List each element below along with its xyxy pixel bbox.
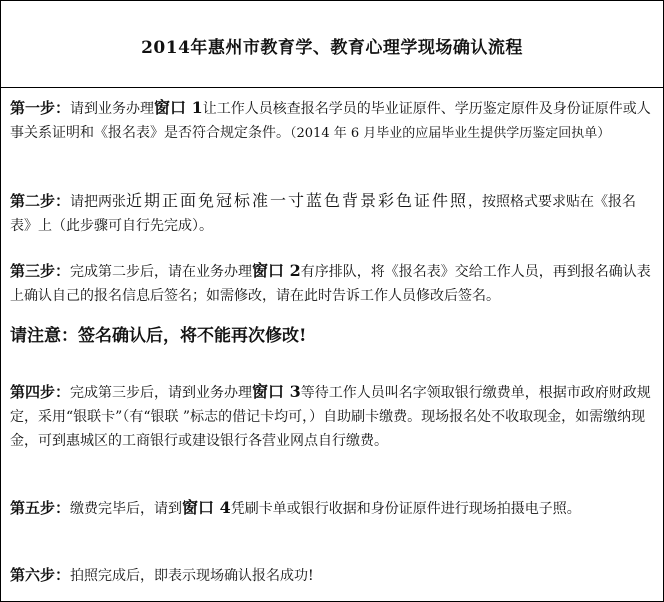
step-4-text-a: 完成第三步后，请到业务办理: [70, 385, 253, 401]
step-3-label: 第三步：: [10, 262, 71, 280]
step-3-text-b: 有序排队，将《报名表》交给工作人员，再到报名确认表上确认自己的报名信息后签名；如需修改，请在此时告诉工作人员修改后签名。: [10, 264, 651, 304]
step-1-paragraph: [10, 96, 656, 146]
step-3-text-a: 完成第二步后，请在业务办理: [70, 264, 253, 280]
step-3-paragraph: [10, 259, 656, 308]
step-1-text-a: 请到业务办理: [70, 101, 155, 117]
step-5-label: 第五步：: [10, 499, 71, 517]
page-title: 2014年惠州市教育学、教育心理学现场确认流程: [141, 38, 523, 58]
step-1-note: （2014 年 6 月毕业的应届毕业生提供学历鉴定回执单）: [290, 126, 611, 141]
step-5-text-b: 凭刷卡单或银行收据和身份证原件进行现场拍摄电子照。: [230, 501, 581, 517]
step-6-text-a: 拍照完成后，即表示现场确认报名成功!: [70, 568, 314, 584]
step-4-window: 窗口 3: [252, 382, 301, 401]
step-1-text-b: 让工作人员核查报名学员的毕业证原件、学历鉴定原件及身份证原件或人事关系证明和《报名表》是否符合规定条件。: [10, 101, 651, 141]
step-5-window: 窗口 4: [182, 498, 231, 517]
step-2-text-a: 请把两张: [70, 194, 127, 210]
step-1-window: 窗口 1: [154, 98, 203, 117]
step-5-paragraph: [10, 496, 656, 521]
step-4-text-b: 等待工作人员叫名字领取银行缴费单，根据市政府财政规定，采用“银联卡”（有“银联 ”标志的借记卡均可，）自助刷卡缴费。现场报名处不收取现金，如需缴纳现金，可到惠城区的工商银行或建设银行各营业网点自行缴费。: [10, 385, 651, 449]
signature-notice: 请注意：签名确认后，将不能再次修改!: [10, 326, 307, 346]
step-2-paragraph: [10, 189, 656, 238]
step-4-label: 第四步：: [10, 383, 71, 401]
step-6-paragraph: [10, 563, 656, 588]
step-1-label: 第一步：: [10, 99, 71, 117]
step-3-window: 窗口 2: [252, 261, 301, 280]
step-4-paragraph: [10, 380, 656, 453]
step-2-photo-spec: 近期正面免冠标准一寸蓝色背景彩色证件照: [126, 191, 469, 210]
step-5-text-a: 缴费完毕后，请到: [70, 501, 183, 517]
step-2-text-b: ，按照格式要求贴在《报名表》上（此步骤可自行先完成）。: [10, 194, 637, 234]
step-2-label: 第二步：: [10, 192, 71, 210]
title-row: [1, 1, 663, 88]
step-6-label: 第六步：: [10, 566, 71, 584]
